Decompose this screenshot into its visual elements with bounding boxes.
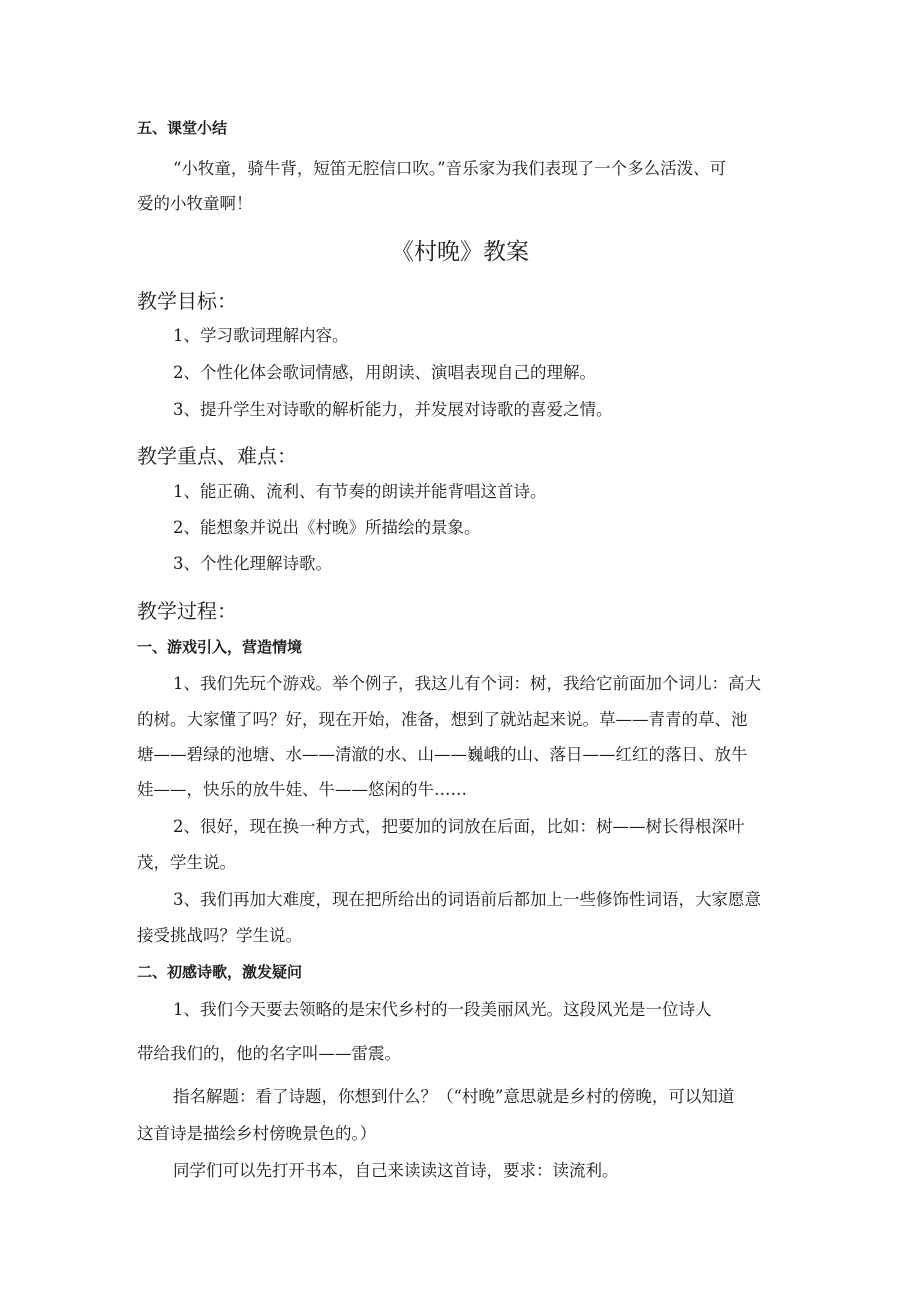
- objective-item: 3、提升学生对诗歌的解析能力，并发展对诗歌的喜爱之情。: [173, 400, 613, 419]
- document-title: 《村晚》教案: [391, 239, 529, 265]
- summary-text-line-1: “小牧童，骑牛背，短笛无腔信口吹。”音乐家为我们表现了一个多么活泼、可: [173, 159, 727, 178]
- section-1-paragraph-1-line: 娃——，快乐的放牛娃、牛——悠闲的牛……: [137, 780, 467, 799]
- section-1-paragraph-1-line: 的树。大家懂了吗？好，现在开始，准备，想到了就站起来说。草——青青的草、池: [137, 710, 748, 729]
- key-point-item: 2、能想象并说出《村晚》所描绘的景象。: [173, 518, 481, 537]
- key-point-item: 1、能正确、流利、有节奏的朗读并能背唱这首诗。: [173, 482, 547, 501]
- objective-item: 2、个性化体会歌词情感，用朗读、演唱表现自己的理解。: [173, 363, 596, 382]
- objective-item: 1、学习歌词理解内容。: [173, 326, 349, 345]
- section-2-paragraph-3-line: 同学们可以先打开书本，自己来读读这首诗，要求：读流利。: [173, 1161, 619, 1180]
- section-1-paragraph-1-line: 1、我们先玩个游戏。举个例子，我这儿有个词：树，我给它前面加个词儿：高大: [173, 674, 761, 693]
- summary-text-line-2: 爱的小牧童啊！: [137, 194, 253, 213]
- section-1-paragraph-3-line: 3、我们再加大难度，现在把所给出的词语前后都加上一些修饰性词语，大家愿意: [173, 890, 761, 909]
- key-point-item: 3、个性化理解诗歌。: [173, 554, 332, 573]
- section-1-paragraph-3-line: 接受挑战吗？学生说。: [137, 926, 302, 945]
- section-1-paragraph-2-line: 茂，学生说。: [137, 853, 236, 872]
- section-2-paragraph-1-line: 1、我们今天要去领略的是宋代乡村的一段美丽风光。这段风光是一位诗人: [173, 1000, 712, 1019]
- section-1-paragraph-2-line: 2、很好，现在换一种方式，把要加的词放在后面，比如：树——树长得根深叶: [173, 817, 745, 836]
- objectives-heading: 教学目标：: [137, 289, 237, 313]
- section-2-paragraph-2-line: 这首诗是描绘乡村傍晚景色的。）: [137, 1124, 377, 1143]
- section-1-paragraph-1-line: 塘——碧绿的池塘、水——清澈的水、山——巍峨的山、落日——红红的落日、放牛: [137, 745, 748, 764]
- section-2-paragraph-2-line: 指名解题：看了诗题，你想到什么？（“村晚”意思就是乡村的傍晚，可以知道: [173, 1087, 735, 1106]
- summary-heading: 五、课堂小结: [137, 119, 228, 137]
- process-heading: 教学过程：: [137, 599, 237, 623]
- section-2-heading: 二、初感诗歌，激发疑问: [137, 963, 303, 981]
- section-1-heading: 一、游戏引入，营造情境: [137, 638, 303, 656]
- key-points-heading: 教学重点、难点：: [137, 444, 297, 468]
- section-2-paragraph-1-line: 带给我们的，他的名字叫——雷震。: [137, 1044, 401, 1063]
